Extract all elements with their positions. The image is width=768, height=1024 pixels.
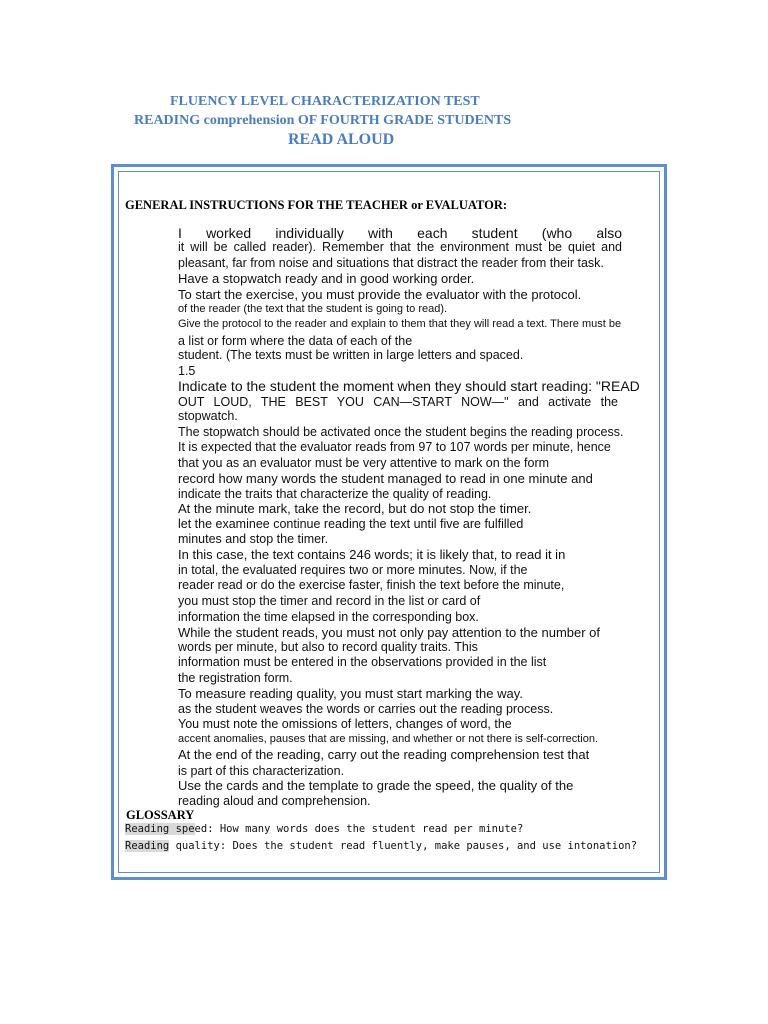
instruction-line: reading aloud and comprehension. — [178, 794, 371, 808]
instruction-line: Have a stopwatch ready and in good working order. — [178, 271, 475, 286]
instruction-line: Indicate to the student the moment when they should start reading: "READ — [178, 378, 640, 394]
glossary-title: GLOSSARY — [126, 808, 195, 822]
instruction-line: At the end of the reading, carry out the reading comprehension test that — [178, 747, 590, 762]
instruction-line: a list or form where the data of each of the — [178, 334, 413, 348]
glossary-term-highlight: Reading — [125, 840, 170, 852]
glossary-term: quality — [169, 840, 220, 852]
instruction-line: It is expected that the evaluator reads from 97 to 107 words per minute, hence — [178, 440, 611, 454]
instruction-line: In this case, the text contains 246 words; it is likely that, to read it in — [178, 547, 566, 562]
instruction-line: you must stop the timer and record in the list or card of — [178, 594, 481, 608]
instruction-line: information must be entered in the observations provided in the list — [178, 655, 547, 669]
instruction-line: Use the cards and the template to grade the speed, the quality of the — [178, 778, 574, 793]
instruction-line: in total, the evaluated requires two or more minutes. Now, if the — [178, 563, 528, 577]
instruction-line: let the examinee continue reading the text until five are fulfilled — [178, 517, 524, 531]
instruction-line: it will be called reader). Remember that the environment must be quiet and — [178, 240, 622, 254]
glossary-term-highlight: Reading spe — [125, 823, 195, 835]
instruction-line: that you as an evaluator must be very attentive to mark on the form — [178, 456, 550, 470]
instruction-line: OUT LOUD, THE BEST YOU CAN—START NOW—" and activate the — [178, 395, 618, 409]
instruction-line: Give the protocol to the reader and explain to them that they will read a text. There must be — [178, 318, 622, 330]
instruction-line: indicate the traits that characterize the quality of reading. — [178, 487, 492, 501]
glossary-item — [125, 823, 523, 835]
glossary-definition: : Does the student read fluently, make pauses, and use intonation? — [219, 840, 638, 852]
instruction-line: You must note the omissions of letters, changes of word, the — [178, 717, 512, 731]
instructions-heading: GENERAL INSTRUCTIONS FOR THE TEACHER or EVALUATOR: — [125, 198, 508, 212]
instruction-line: At the minute mark, take the record, but do not stop the timer. — [178, 501, 532, 516]
instruction-line: To measure reading quality, you must start marking the way. — [178, 686, 523, 701]
document-section-title: READ ALOUD — [288, 131, 395, 148]
instruction-line: accent anomalies, pauses that are missing, and whether or not there is self-correction. — [178, 733, 599, 745]
document-title: FLUENCY LEVEL CHARACTERIZATION TEST — [170, 94, 480, 109]
instruction-line: The stopwatch should be activated once the student begins the reading process. — [178, 425, 624, 439]
instruction-line: To start the exercise, you must provide the evaluator with the protocol. — [178, 287, 582, 302]
glossary-definition: : How many words does the student read per minute? — [207, 823, 524, 835]
instruction-line: is part of this characterization. — [178, 764, 345, 778]
instruction-line: minutes and stop the timer. — [178, 532, 329, 546]
glossary-item — [125, 840, 637, 852]
instruction-line: reader read or do the exercise faster, finish the text before the minute, — [178, 578, 565, 592]
instruction-line: pleasant, far from noise and situations that distract the reader from their task. — [178, 256, 604, 270]
instruction-line: words per minute, but also to record quality traits. This — [178, 640, 478, 654]
instruction-line: stopwatch. — [178, 409, 238, 423]
glossary-term: ed — [194, 823, 208, 835]
instruction-line: I worked individually with each student (who also — [178, 225, 622, 241]
instruction-line: 1.5 — [178, 364, 196, 378]
instruction-line: While the student reads, you must not only pay attention to the number of — [178, 625, 601, 640]
instruction-line: the registration form. — [178, 671, 293, 685]
instruction-line: record how many words the student managed to read in one minute and — [178, 471, 593, 486]
instruction-line: information the time elapsed in the corresponding box. — [178, 610, 479, 624]
instruction-line: as the student weaves the words or carries out the reading process. — [178, 702, 554, 716]
document-subtitle: READING comprehension OF FOURTH GRADE STUDENTS — [134, 113, 512, 128]
instruction-line: of the reader (the text that the student is going to read). — [178, 303, 448, 315]
instruction-line: student. (The texts must be written in large letters and spaced. — [178, 348, 524, 362]
